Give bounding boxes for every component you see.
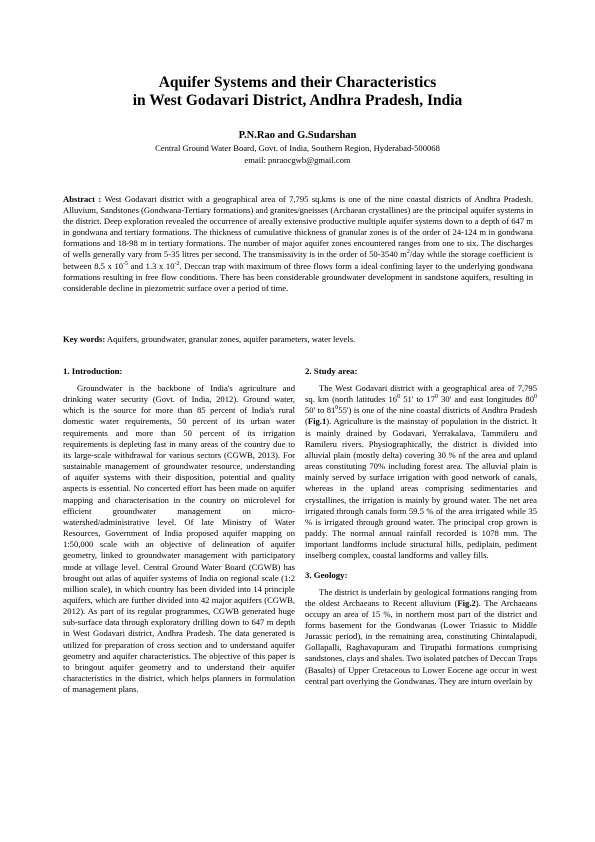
authors: P.N.Rao and G.Sudarshan	[238, 130, 357, 141]
degree-sup: 0	[335, 405, 339, 412]
study-area-paragraph	[305, 383, 537, 562]
geology-text-1: The district is underlain by geological formations ranging from the oldest Archaeans to Recent alluvium (	[305, 586, 537, 608]
abstract-text-3: and 1.3 x 10	[128, 260, 175, 271]
study-area-text-4: 50' to 81	[305, 405, 336, 416]
introduction-paragraph: Groundwater is the backbone of India's agriculture and drinking water security (Govt. of India, 2012). Ground water, which is the source for more than 85 percent of India's rural domestic water requirements, 50 percent of its urban water requirements and more than 50 percent of its irrigation requirements is depleting fast in many areas of the country due to its large-scale withdrawal for various sectors (CGWB, 2013). For sustainable management of groundwater resource, understanding of aquifer systems with their disposition, potential and quality aspects is essential. No concerted effort has been made on aquifer mapping and characterisation in the country on microlevel for efficient groundwater management on micro-watershed/administrative level. Of late Ministry of Water Resources, Government of India proposed aquifer mapping on 1:50,000 scale with an objective of delineation of aquifer geometry, linked to groundwater management with participatory mode at village level. Central Ground Water Board (CGWB) has brought out atlas of aquifer systems of India on regional scale (1:2 million scale), in which country has been divided into 14 principle aquifers, which are further divided into 42 major aquifers (CGWB, 2012). As part of its regular programmes, CGWB generated huge sub-surface data through exploratory drilling down to 647 m depth in West Godavari district, Andhra Pradesh. The data generated is utilized for preparation of cross section and to understand aquifer geometry and aquifer characteristics. The objective of this paper is to bringout aquifer geometry and to understand their aquifer characteristics in the district, which helps planners in formulation of management plans.	[63, 383, 295, 695]
study-area-text-5: 55') is one of the nine coastal districts of Andhra Pradesh (	[305, 405, 537, 427]
study-area-text-6: ). Agriculture is the mainstay of population in the district. It is mainly drained by Godavari, Yerrakalava, Tammileru and Ramileru rivers. Physiographically, the district is divided into alluvial plain (mostly delta) covering 30 % of the area and upland areas constituting 70% including forest area. The alluvial plain is mainly served by surface irrigation with good network of canals, whereas in the upland areas comprising sedimentaries and crystallines, the irrigation is mainly by ground water. The net area irrigated through canals form 59.5 % of the area irrigated while 35 % is irrigated through ground water. The principal crop grown is paddy. The normal annual rainfall recorded is 1078 mm. The important landforms include structural hills, pediplain, pediment inselberg complex, coastal landforms and valley fills.	[305, 416, 537, 561]
geology-heading: 3. Geology:	[305, 569, 348, 580]
abstract-label: Abstract :	[63, 194, 102, 204]
abstract-sup-3: -2	[174, 260, 180, 267]
degree-sup: 0	[534, 394, 537, 401]
study-area-text-3: 30' and east longitudes 80	[437, 394, 534, 405]
abstract-sup-2: -5	[123, 260, 129, 267]
abstract	[63, 194, 533, 294]
keywords	[63, 334, 533, 345]
geology-paragraph	[305, 587, 537, 687]
introduction-heading: 1. Introduction:	[63, 366, 123, 376]
right-column	[305, 366, 537, 695]
left-column	[63, 366, 295, 703]
study-area-text-1: The West Godavari district with a geographical area of 7,795 sq. km (north latitudes 16	[305, 383, 537, 405]
degree-sup: 0	[434, 394, 438, 401]
email: email: pnraocgwb@gmail.com	[244, 155, 351, 165]
figure-ref-1: Fig.1	[307, 416, 327, 427]
abstract-sup-1: 2	[406, 249, 410, 256]
degree-sup: 0	[397, 394, 401, 401]
abstract-text-1: West Godavari district with a geographical area of 7,795 sq.kms is one of the nine coastal districts of Andhra Pradesh. Alluvium, Sandstones (Gondwana-Tertiary formations) and granites/gneisses (Archaean crystallines) are the principal aquifer systems in the district. Deep exploration revealed the occurrence of areally extensive productive multiple aquifer systems down to a depth of 647 m in gondwana and tertiary formations. The thickness of cumulative thickness of granular zones is of the order of 24-124 m in gondwana formations and 18-98 m in tertiary formations. The number of major aquifer zones encountered ranges from one to six. The discharges of wells generally vary from 5-35 litres per second. The transmissivity is in the order of 50-3540 m	[63, 194, 534, 260]
geology-text-2: ). The Archaeans occupy an area of 15 %, in northern most part of the district and forms basement for the Gondwanas (Lower Triassic to Middle Jurassic period), in the remaining area, constituting Chintalapudi, Gollapalli, Raghavapuram and Tirupathi formations comprising sandstones, clays and shales. Two isolated patches of Deccan Traps (Basalts) of Upper Cretaceous to Lower Eocene age occur in west central part overlying the Gondwanas. They are inturn overlain by	[305, 597, 537, 686]
affiliation: Central Ground Water Board, Govt. of India, Southern Region, Hyderabad-500068	[155, 143, 440, 153]
title-line-2: in West Godavari District, Andhra Pradesh, India	[132, 92, 463, 109]
study-area-heading: 2. Study area:	[305, 366, 358, 376]
keywords-text: Aquifers, groundwater, granular zones, aquifer parameters, water levels.	[105, 334, 356, 344]
abstract-text-2: /day while the storage coefficient is between 8.5 x 10	[63, 249, 533, 271]
study-area-text-2: 51' to 17	[400, 394, 435, 405]
paper-title	[60, 74, 535, 110]
abstract-text-4: . Deccan trap with maximum of three flows form a ideal confining layer to the underlying gondwana formations resulting in free flow conditions. There has been considerable groundwater development in sandstone aquifers, resulting in considerable decline in piezometric surface over a period of time.	[63, 260, 533, 293]
keywords-label: Key words:	[63, 334, 106, 344]
figure-ref-2: Fig.2	[457, 597, 476, 608]
title-line-1: Aquifer Systems and their Characteristics	[158, 74, 437, 91]
